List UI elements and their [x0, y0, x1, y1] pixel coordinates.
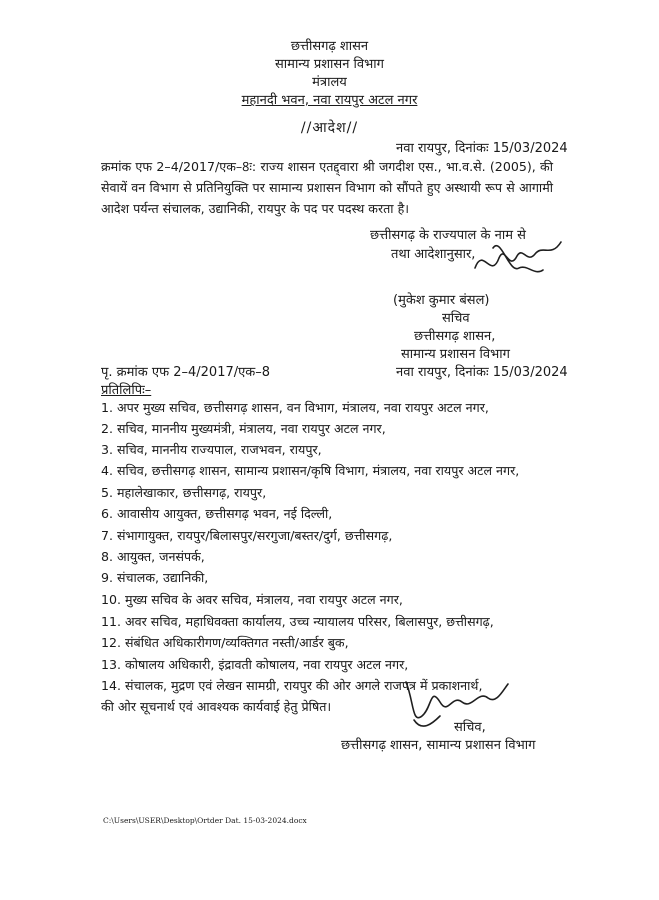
signature-1-graphic	[465, 228, 565, 288]
authority-line-1: छत्तीसगढ़ के राज्यपाल के नाम से	[370, 228, 526, 243]
order-place-date: नवा रायपुर, दिनांकः 15/03/2024	[396, 141, 568, 156]
list-item: 13. कोषालय अधिकारी, इंद्रावती कोषालय, नवा रायपुर अटल नगर,	[101, 657, 409, 672]
govt-name: छत्तीसगढ़ शासन	[290, 39, 369, 54]
list-item: 4. सचिव, छत्तीसगढ़ शासन, सामान्य प्रशासन/कृषि विभाग, मंत्रालय, नवा रायपुर अटल नगर,	[101, 463, 520, 478]
endorsement-signatory-org: छत्तीसगढ़ शासन, सामान्य प्रशासन विभाग	[341, 738, 536, 753]
list-item: 7. संभागायुक्त, रायपुर/बिलासपुर/सरगुजा/बस्तर/दुर्ग, छत्तीसगढ़,	[101, 528, 393, 543]
signatory-name: (मुकेश कुमार बंसल)	[393, 293, 490, 308]
list-item: 6. आवासीय आयुक्त, छत्तीसगढ़ भवन, नई दिल्ली,	[101, 506, 333, 521]
list-item: 11. अवर सचिव, महाधिवक्ता कार्यालय, उच्च न्यायालय परिसर, बिलासपुर, छत्तीसगढ़,	[101, 614, 494, 629]
signature-2-graphic	[392, 672, 512, 742]
order-title: //आदेश//	[300, 120, 359, 136]
file-path: C:\Users\USER\Desktop\Ortder Dat. 15-03-2024.docx	[103, 816, 307, 825]
list-item: 8. आयुक्त, जनसंपर्क,	[101, 549, 205, 564]
closing-line: की ओर सूचनार्थ एवं आवश्यक कार्यवाई हेतु प्रेषित।	[101, 699, 332, 714]
list-item: 10. मुख्य सचिव के अवर सचिव, मंत्रालय, नवा रायपुर अटल नगर,	[101, 592, 403, 607]
office-address: महानदी भवन, नवा रायपुर अटल नगर	[241, 93, 418, 108]
list-item: 9. संचालक, उद्यानिकी,	[101, 570, 209, 585]
list-item: 14. संचालक, मुद्रण एवं लेखन सामग्री, रायपुर की ओर अगले राजपत्र में प्रकाशनार्थ,	[101, 678, 483, 693]
endorsement-place-date: नवा रायपुर, दिनांकः 15/03/2024	[396, 365, 568, 380]
authority-line-2: तथा आदेशानुसार,	[391, 247, 476, 262]
list-item: 5. महालेखाकार, छत्तीसगढ़, रायपुर,	[101, 485, 267, 500]
list-item: 2. सचिव, माननीय मुख्यमंत्री, मंत्रालय, नवा रायपुर अटल नगर,	[101, 421, 386, 436]
list-item: 3. सचिव, माननीय राज्यपाल, राजभवन, रायपुर,	[101, 442, 322, 457]
department-name: सामान्य प्रशासन विभाग	[275, 57, 384, 72]
copy-heading: प्रतिलिपिः–	[101, 383, 152, 398]
signatory-org-1: छत्तीसगढ़ शासन,	[414, 329, 496, 344]
endorsement-signatory-title: सचिव,	[454, 720, 486, 735]
signatory-title: सचिव	[442, 311, 470, 326]
list-item: 12. संबंधित अधिकारीगण/व्यक्तिगत नस्ती/आर्डर बुक,	[101, 635, 349, 650]
endorsement-ref-no: पृ. क्रमांक एफ 2–4/2017/एक–8	[101, 365, 271, 380]
list-item: 1. अपर मुख्य सचिव, छत्तीसगढ़ शासन, वन विभाग, मंत्रालय, नवा रायपुर अटल नगर,	[101, 400, 489, 415]
order-body: क्रमांक एफ 2–4/2017/एक–8ः: राज्य शासन एतद्द्वारा श्री जगदीश एस., भा.व.से. (2005), की सेवायें वन विभाग से प्रतिनियुक्ति पर सामान्य प्रशासन विभाग को सौंपते हुए अस्थायी रूप से आगामी आदेश पर्यन्त संचालक, उद्यानिकी, रायपुर के पद पर पदस्थ करता है।	[101, 159, 553, 216]
ministry-name: मंत्रालय	[312, 75, 347, 90]
signatory-org-2: सामान्य प्रशासन विभाग	[401, 347, 510, 362]
